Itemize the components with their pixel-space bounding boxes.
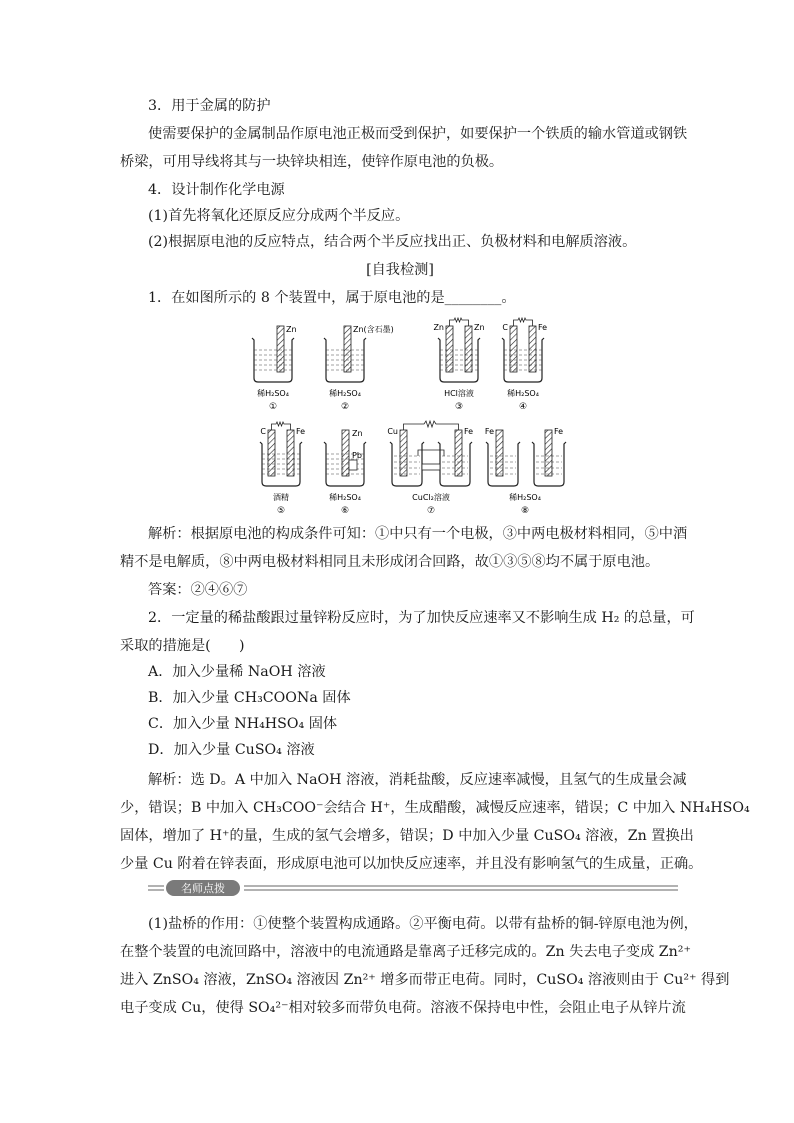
answer-1: 答案：②④⑥⑦ [148,582,248,598]
teacher-tip-label: 名师点拨 [181,882,225,895]
device-4-electrode-left: C [502,323,508,332]
device-5-number: ⑤ [276,506,286,516]
question-2-line-2: 采取的措施是( ) [120,638,245,654]
device-8-number: ⑧ [520,506,530,516]
question-2-line-1: 2．一定量的稀盐酸跟过量锌粉反应时，为了加快反应速率又不影响生成 H₂ 的总量，可 [148,610,695,626]
tip-line-4: 电子变成 Cu，使得 SO₄²⁻相对较多而带负电荷。溶液不保持电中性，会阻止电子从锌片流 [120,1000,686,1016]
device-8-electrode-left: Fe [484,427,494,436]
device-7-solution: CuCl₂溶液 [412,493,450,502]
section-4-item-2: (2)根据原电池的反应特点，结合两个半反应找出正、负极材料和电解质溶液。 [148,234,637,250]
device-7-number: ⑦ [426,506,436,516]
device-6-number: ⑥ [340,506,350,516]
device-3-electrode-right: Zn [474,323,485,332]
answer-1-analysis-line-1: 解析：根据原电池的构成条件可知：①中只有一个电极，③中两电极材料相同，⑤中酒 [148,526,688,542]
device-7-electrode-left: Cu [387,427,398,436]
device-5-solution: 酒精 [273,493,289,502]
device-4-electrode-right: Fe [538,323,548,332]
section-3-para-line-2: 桥梁，可用导线将其与一块锌块相连，使锌作原电池的负极。 [120,154,504,170]
answer-2-analysis-line-3: 固体，增加了 H⁺的量，生成的氢气会增多，错误；D 中加入少量 CuSO₄ 溶液，Zn 置换出 [120,828,694,844]
teacher-tip-bar [148,880,678,896]
galvanic-cell-figure [250,316,580,516]
option-a: A．加入少量稀 NaOH 溶液 [148,664,326,680]
device-3-electrode-left: Zn [433,323,444,332]
device-2-solution: 稀H₂SO₄ [329,389,361,398]
device-4-solution: 稀H₂SO₄ [507,389,539,398]
option-b: B．加入少量 CH₃COONa 固体 [148,690,351,706]
device-5-electrode-left: C [260,427,266,436]
device-3-solution: HCl溶液 [444,389,474,398]
tip-line-1: (1)盐桥的作用：①使整个装置构成通路。②平衡电荷。以带有盐桥的铜-锌原电池为例， [148,916,698,932]
option-c: C．加入少量 NH₄HSO₄ 固体 [148,716,338,732]
device-8-solution: 稀H₂SO₄ [509,493,541,502]
device-3-number: ③ [454,402,464,412]
answer-2-analysis-line-4: 少量 Cu 附着在锌表面，形成原电池可以加快反应速率，并且没有影响氢气的生成量，正确。 [120,856,703,872]
answer-2-analysis-line-2: 少，错误；B 中加入 CH₃COO⁻会结合 H⁺，生成醋酸，减慢反应速率，错误；C 中加入 NH₄HSO₄ [120,800,750,816]
device-6 [324,429,366,516]
device-5 [260,422,305,516]
device-5-electrode-right: Fe [296,427,306,436]
device-6-electrode-pb: Pb [352,451,362,460]
device-7-electrode-right: Fe [464,427,474,436]
tip-line-3: 进入 ZnSO₄ 溶液，ZnSO₄ 溶液因 Zn²⁺ 增多而带正电荷。同时，CuSO₄ 溶液则由于 Cu²⁺ 得到 [120,972,730,988]
device-6-electrode-zn: Zn [352,429,363,438]
section-4-title: 4．设计制作化学电源 [148,182,285,198]
device-4-number: ④ [518,402,528,412]
device-1-number: ① [268,402,278,412]
device-8-electrode-right: Fe [554,427,564,436]
device-1-solution: 稀H₂SO₄ [257,389,289,398]
device-1-electrode-label: Zn [286,325,297,334]
device-2-number: ② [340,402,350,412]
device-3 [433,318,484,412]
answer-1-analysis-line-2: 精不是电解质，⑧中两电极材料相同且未形成闭合回路，故①③⑤⑧均不属于原电池。 [120,554,660,570]
device-6-solution: 稀H₂SO₄ [329,493,361,502]
section-4-item-1: (1)首先将氧化还原反应分成两个半反应。 [148,208,410,224]
option-d: D．加入少量 CuSO₄ 溶液 [148,742,315,758]
device-2 [324,324,394,412]
question-1: 1．在如图所示的 8 个装置中，属于原电池的是________。 [148,290,516,306]
section-3-title: 3．用于金属的防护 [148,98,271,114]
device-4 [502,318,547,412]
device-7 [387,421,473,516]
section-3-para-line-1: 使需要保护的金属制品作原电池正极而受到保护，如要保护一个铁质的输水管道或钢铁 [148,126,688,142]
device-2-electrode-label: Zn(含石墨) [353,325,394,334]
tip-line-2: 在整个装置的电流回路中，溶液中的电流通路是靠离子迁移完成的。Zn 失去电子变成 Zn²⁺ [120,944,691,960]
device-8 [485,427,566,516]
device-1 [252,325,297,412]
answer-2-analysis-line-1: 解析：选 D。A 中加入 NaOH 溶液，消耗盐酸，反应速率减慢，且氢气的生成量会减 [148,772,687,788]
self-check-heading: [自我检测] [366,262,434,278]
